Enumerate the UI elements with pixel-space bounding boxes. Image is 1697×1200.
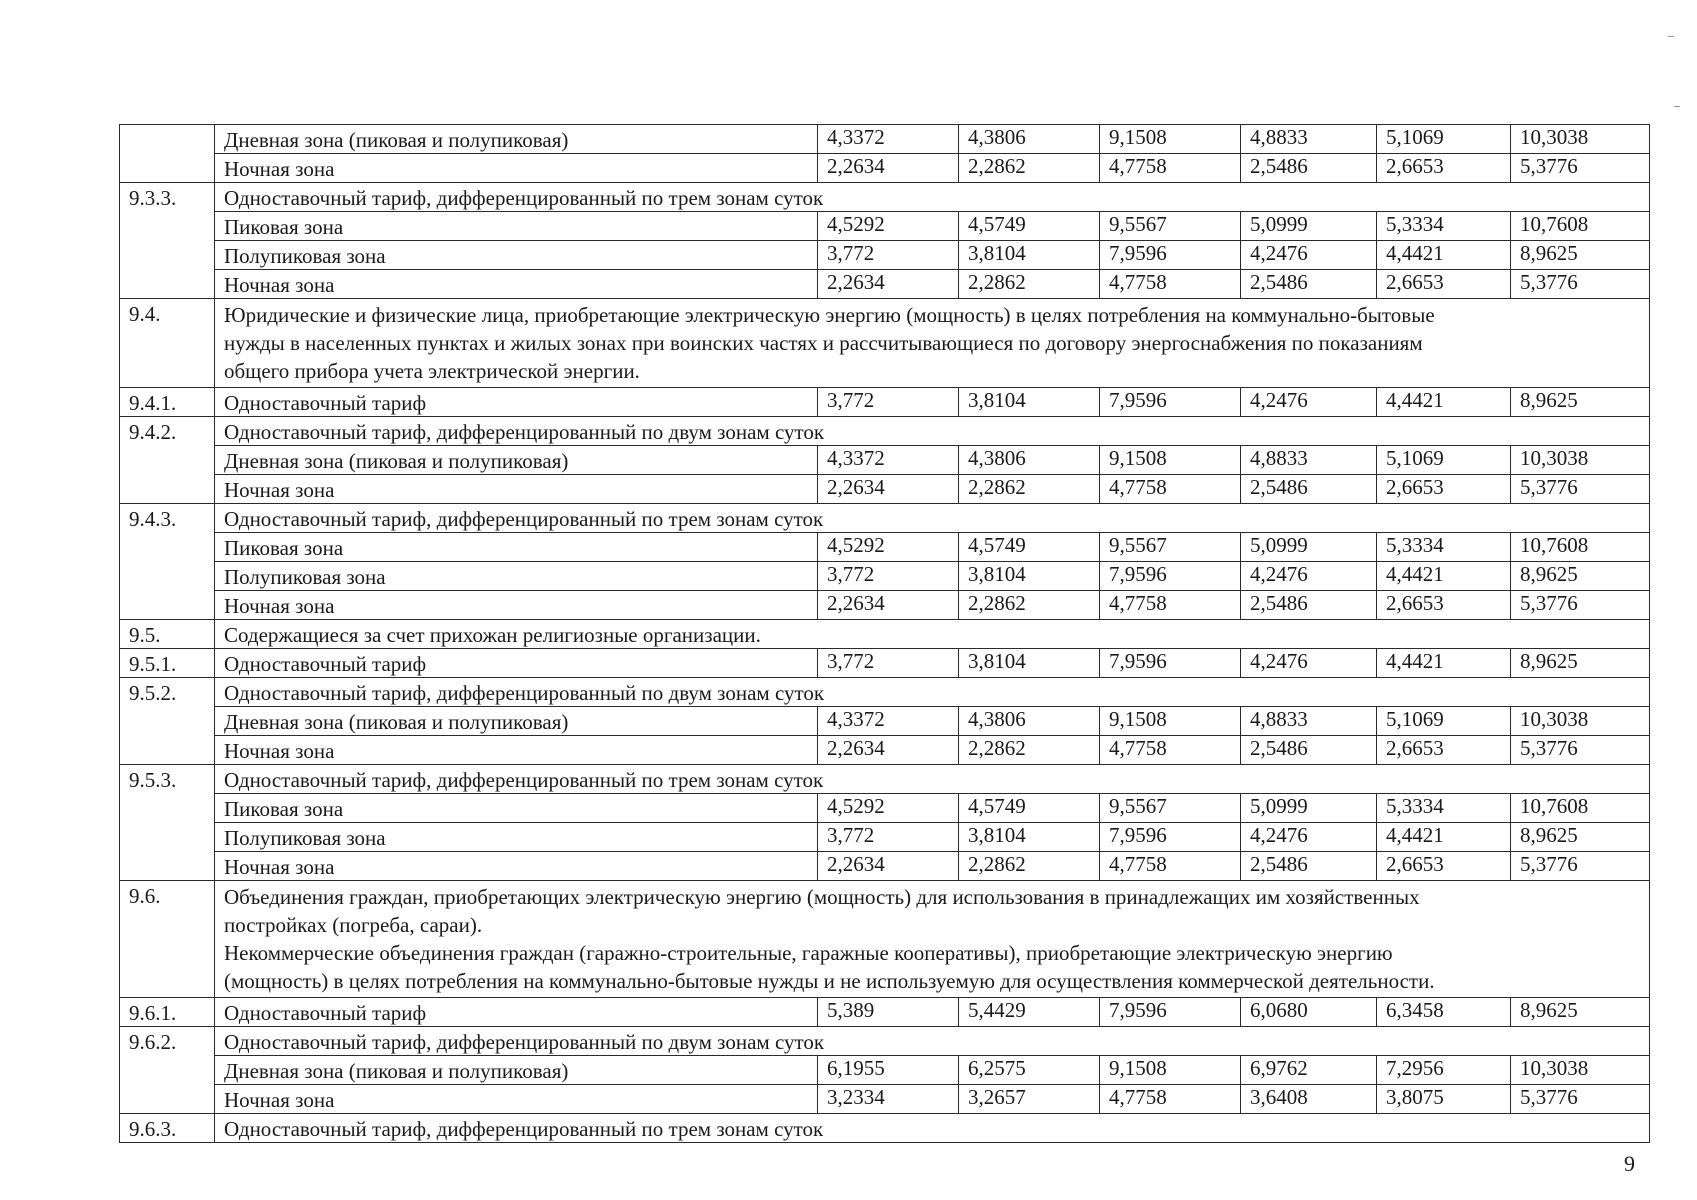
description-line: нужды в населенных пунктах и жилых зонах при воинских частях и рассчитывающиеся по договору энергоснабжения по показаниям — [224, 331, 1423, 355]
description-line: постройках (погреба, сараи). — [224, 913, 483, 937]
tariff-value: 7,9596 — [1100, 562, 1241, 591]
tariff-value: 3,8104 — [959, 562, 1100, 591]
tariff-value: 8,9625 — [1511, 823, 1650, 852]
tariff-value: 4,2476 — [1241, 649, 1377, 678]
tariff-value: 5,0999 — [1241, 794, 1377, 823]
tariff-value: 4,8833 — [1241, 707, 1377, 736]
tariff-value: 2,2862 — [959, 852, 1100, 881]
tariff-value: 2,2634 — [818, 154, 959, 183]
tariff-value: 3,2334 — [818, 1085, 959, 1114]
row-code: 9.4.2. — [120, 417, 215, 504]
section-heading: Одноставочный тариф, дифференцированный по трем зонам суток — [215, 183, 1650, 212]
row-label: Ночная зона — [215, 736, 818, 765]
tariff-value: 2,5486 — [1241, 270, 1377, 299]
tariff-value: 4,3372 — [818, 125, 959, 154]
tariff-value: 5,3776 — [1511, 154, 1650, 183]
tariff-value: 3,772 — [818, 388, 959, 417]
tariff-value: 2,2634 — [818, 591, 959, 620]
tariff-value: 2,6653 — [1377, 270, 1511, 299]
tariff-value: 8,9625 — [1511, 562, 1650, 591]
row-label: Одноставочный тариф — [215, 649, 818, 678]
tariff-value: 4,7758 — [1100, 852, 1241, 881]
tariff-value: 5,3776 — [1511, 852, 1650, 881]
tariff-value: 2,5486 — [1241, 154, 1377, 183]
row-label: Дневная зона (пиковая и полупиковая) — [215, 446, 818, 475]
row-label: Одноставочный тариф — [215, 388, 818, 417]
row-label: Ночная зона — [215, 475, 818, 504]
tariff-value: 2,2634 — [818, 475, 959, 504]
tariff-value: 6,1955 — [818, 1056, 959, 1085]
tariff-value: 2,5486 — [1241, 736, 1377, 765]
table-row — [120, 183, 1650, 212]
row-label: Ночная зона — [215, 591, 818, 620]
tariff-value: 5,0999 — [1241, 533, 1377, 562]
tariff-value: 4,3372 — [818, 707, 959, 736]
description-line: (мощность) в целях потребления на коммунально-бытовые нужды и не используемую для осуществления коммерческой деятельности. — [224, 969, 1435, 993]
row-label: Одноставочный тариф — [215, 998, 818, 1027]
tariff-value: 10,7608 — [1511, 533, 1650, 562]
tariff-value: 5,3776 — [1511, 591, 1650, 620]
tariff-value: 10,3038 — [1511, 125, 1650, 154]
row-label: Ночная зона — [215, 154, 818, 183]
tariff-value: 2,2634 — [818, 852, 959, 881]
table-row — [120, 212, 1650, 241]
tariff-value: 8,9625 — [1511, 998, 1650, 1027]
tariff-value: 2,6653 — [1377, 736, 1511, 765]
table-row — [120, 1114, 1650, 1143]
tariff-value: 7,9596 — [1100, 998, 1241, 1027]
tariff-value: 5,3776 — [1511, 736, 1650, 765]
tariff-value: 2,2862 — [959, 591, 1100, 620]
row-code: 9.6. — [120, 881, 215, 998]
tariff-value: 2,6653 — [1377, 852, 1511, 881]
tariff-value: 5,1069 — [1377, 707, 1511, 736]
tariff-value: 10,3038 — [1511, 1056, 1650, 1085]
tariff-value: 5,3776 — [1511, 270, 1650, 299]
section-heading: Одноставочный тариф, дифференцированный по трем зонам суток — [215, 504, 1650, 533]
tariff-value: 9,1508 — [1100, 125, 1241, 154]
section-heading: Одноставочный тариф, дифференцированный по двум зонам суток — [215, 1027, 1650, 1056]
page-number: 9 — [1624, 1151, 1635, 1176]
tariff-value: 4,7758 — [1100, 1085, 1241, 1114]
tariff-value: 3,8104 — [959, 388, 1100, 417]
tariff-value: 9,1508 — [1100, 707, 1241, 736]
scan-speck — [1674, 106, 1680, 107]
tariff-value: 5,3776 — [1511, 475, 1650, 504]
tariff-value: 10,7608 — [1511, 212, 1650, 241]
row-code: 9.6.1. — [120, 998, 215, 1027]
table-row — [120, 125, 1650, 154]
tariff-value: 2,2634 — [818, 270, 959, 299]
row-label: Дневная зона (пиковая и полупиковая) — [215, 125, 818, 154]
tariff-value: 3,2657 — [959, 1085, 1100, 1114]
row-code: 9.3.3. — [120, 183, 215, 299]
tariff-value: 7,9596 — [1100, 649, 1241, 678]
table-row — [120, 1056, 1650, 1085]
tariff-value: 4,7758 — [1100, 270, 1241, 299]
table-row — [120, 852, 1650, 881]
tariff-value: 9,1508 — [1100, 446, 1241, 475]
row-label: Полупиковая зона — [215, 241, 818, 270]
tariff-value: 2,2862 — [959, 270, 1100, 299]
tariff-value: 9,5567 — [1100, 533, 1241, 562]
row-label: Дневная зона (пиковая и полупиковая) — [215, 1056, 818, 1085]
section-heading: Содержащиеся за счет прихожан религиозные организации. — [215, 620, 1650, 649]
tariff-value: 10,3038 — [1511, 707, 1650, 736]
tariff-value: 3,772 — [818, 823, 959, 852]
row-label: Ночная зона — [215, 852, 818, 881]
row-code: 9.6.2. — [120, 1027, 215, 1114]
table-row — [120, 533, 1650, 562]
section-description — [215, 881, 1650, 998]
tariff-value: 4,5292 — [818, 533, 959, 562]
table-row — [120, 241, 1650, 270]
table-row — [120, 388, 1650, 417]
row-label: Дневная зона (пиковая и полупиковая) — [215, 707, 818, 736]
tariff-value: 4,5292 — [818, 794, 959, 823]
row-label: Ночная зона — [215, 1085, 818, 1114]
row-label: Пиковая зона — [215, 533, 818, 562]
section-description — [215, 299, 1650, 388]
tariff-value: 4,2476 — [1241, 562, 1377, 591]
tariff-value: 4,8833 — [1241, 446, 1377, 475]
tariff-value: 5,1069 — [1377, 446, 1511, 475]
tariff-value: 9,5567 — [1100, 212, 1241, 241]
tariff-value: 4,3806 — [959, 707, 1100, 736]
tariff-value: 9,1508 — [1100, 1056, 1241, 1085]
tariff-value: 4,5749 — [959, 212, 1100, 241]
tariff-value: 9,5567 — [1100, 794, 1241, 823]
table-row — [120, 299, 1650, 388]
tariff-value: 3,8075 — [1377, 1085, 1511, 1114]
tariff-value: 8,9625 — [1511, 241, 1650, 270]
table-row — [120, 591, 1650, 620]
tariff-value: 10,3038 — [1511, 446, 1650, 475]
tariff-value: 3,772 — [818, 241, 959, 270]
tariff-value: 5,389 — [818, 998, 959, 1027]
tariff-value: 6,9762 — [1241, 1056, 1377, 1085]
tariff-value: 7,9596 — [1100, 388, 1241, 417]
tariff-value: 4,5749 — [959, 794, 1100, 823]
row-code: 9.5.3. — [120, 765, 215, 881]
table-row — [120, 794, 1650, 823]
tariff-value: 3,8104 — [959, 823, 1100, 852]
tariff-value: 4,5292 — [818, 212, 959, 241]
tariff-value: 6,2575 — [959, 1056, 1100, 1085]
tariff-value: 4,7758 — [1100, 591, 1241, 620]
tariff-value: 3,8104 — [959, 649, 1100, 678]
tariff-value: 2,6653 — [1377, 154, 1511, 183]
tariff-value: 3,6408 — [1241, 1085, 1377, 1114]
tariff-value: 3,8104 — [959, 241, 1100, 270]
row-code: 9.6.3. — [120, 1114, 215, 1143]
row-code: 9.5.2. — [120, 678, 215, 765]
section-heading: Одноставочный тариф, дифференцированный по двум зонам суток — [215, 417, 1650, 446]
table-row — [120, 562, 1650, 591]
description-line: Некоммерческие объединения граждан (гаражно-строительные, гаражные кооперативы), приобретающие электрическую энергию — [224, 941, 1393, 965]
tariff-value: 4,2476 — [1241, 388, 1377, 417]
tariff-value: 4,3806 — [959, 125, 1100, 154]
tariff-value: 5,3334 — [1377, 794, 1511, 823]
tariff-value: 4,3806 — [959, 446, 1100, 475]
row-label: Полупиковая зона — [215, 562, 818, 591]
tariff-value: 3,772 — [818, 649, 959, 678]
row-code: 9.4.3. — [120, 504, 215, 620]
tariff-value: 4,7758 — [1100, 736, 1241, 765]
tariff-value: 2,5486 — [1241, 475, 1377, 504]
description-line: общего прибора учета электрической энергии. — [224, 359, 640, 383]
tariff-value: 8,9625 — [1511, 388, 1650, 417]
table-row — [120, 736, 1650, 765]
row-code: 9.4.1. — [120, 388, 215, 417]
tariff-value: 2,6653 — [1377, 475, 1511, 504]
tariff-value: 4,4421 — [1377, 562, 1511, 591]
table-row — [120, 504, 1650, 533]
tariff-value: 4,4421 — [1377, 823, 1511, 852]
section-heading: Одноставочный тариф, дифференцированный по двум зонам суток — [215, 678, 1650, 707]
row-label: Полупиковая зона — [215, 823, 818, 852]
table-row — [120, 881, 1650, 998]
tariff-value: 4,4421 — [1377, 649, 1511, 678]
tariff-value: 4,7758 — [1100, 475, 1241, 504]
tariff-value: 5,3776 — [1511, 1085, 1650, 1114]
tariff-value: 4,8833 — [1241, 125, 1377, 154]
table-row — [120, 678, 1650, 707]
tariff-value: 4,3372 — [818, 446, 959, 475]
table-row — [120, 765, 1650, 794]
tariff-value: 10,7608 — [1511, 794, 1650, 823]
tariff-value: 5,3334 — [1377, 533, 1511, 562]
row-label: Пиковая зона — [215, 212, 818, 241]
tariff-value: 5,3334 — [1377, 212, 1511, 241]
table-row — [120, 998, 1650, 1027]
description-line: Объединения граждан, приобретающих электрическую энергию (мощность) для использования в принадлежащих им хозяйственных — [224, 885, 1420, 909]
tariff-table — [119, 124, 1650, 1143]
tariff-value: 7,9596 — [1100, 241, 1241, 270]
tariff-value: 6,0680 — [1241, 998, 1377, 1027]
tariff-value: 5,4429 — [959, 998, 1100, 1027]
tariff-value: 2,2862 — [959, 475, 1100, 504]
tariff-value: 4,4421 — [1377, 241, 1511, 270]
table-row — [120, 620, 1650, 649]
table-row — [120, 707, 1650, 736]
tariff-value: 2,2634 — [818, 736, 959, 765]
table-row — [120, 154, 1650, 183]
description-line: Юридические и физические лица, приобретающие электрическую энергию (мощность) в целях потребления на коммунально-бытовые — [224, 303, 1435, 327]
scan-speck — [1668, 36, 1674, 37]
row-label: Пиковая зона — [215, 794, 818, 823]
tariff-value: 4,2476 — [1241, 823, 1377, 852]
section-heading: Одноставочный тариф, дифференцированный по трем зонам суток — [215, 765, 1650, 794]
tariff-value: 5,0999 — [1241, 212, 1377, 241]
table-row — [120, 823, 1650, 852]
row-code — [120, 125, 215, 183]
tariff-value: 2,2862 — [959, 736, 1100, 765]
tariff-value: 3,772 — [818, 562, 959, 591]
tariff-value: 2,6653 — [1377, 591, 1511, 620]
tariff-value: 5,1069 — [1377, 125, 1511, 154]
table-row — [120, 417, 1650, 446]
tariff-value: 7,9596 — [1100, 823, 1241, 852]
row-code: 9.4. — [120, 299, 215, 388]
table-row — [120, 649, 1650, 678]
table-row — [120, 475, 1650, 504]
table-row — [120, 270, 1650, 299]
tariff-value: 2,5486 — [1241, 591, 1377, 620]
row-code: 9.5. — [120, 620, 215, 649]
tariff-value: 2,5486 — [1241, 852, 1377, 881]
row-code: 9.5.1. — [120, 649, 215, 678]
tariff-value: 4,4421 — [1377, 388, 1511, 417]
table-row — [120, 446, 1650, 475]
tariff-value: 4,7758 — [1100, 154, 1241, 183]
tariff-value: 4,2476 — [1241, 241, 1377, 270]
tariff-value: 8,9625 — [1511, 649, 1650, 678]
table-row — [120, 1027, 1650, 1056]
section-heading: Одноставочный тариф, дифференцированный по трем зонам суток — [215, 1114, 1650, 1143]
tariff-value: 6,3458 — [1377, 998, 1511, 1027]
tariff-value: 4,5749 — [959, 533, 1100, 562]
tariff-value: 7,2956 — [1377, 1056, 1511, 1085]
tariff-value: 2,2862 — [959, 154, 1100, 183]
row-label: Ночная зона — [215, 270, 818, 299]
table-row — [120, 1085, 1650, 1114]
